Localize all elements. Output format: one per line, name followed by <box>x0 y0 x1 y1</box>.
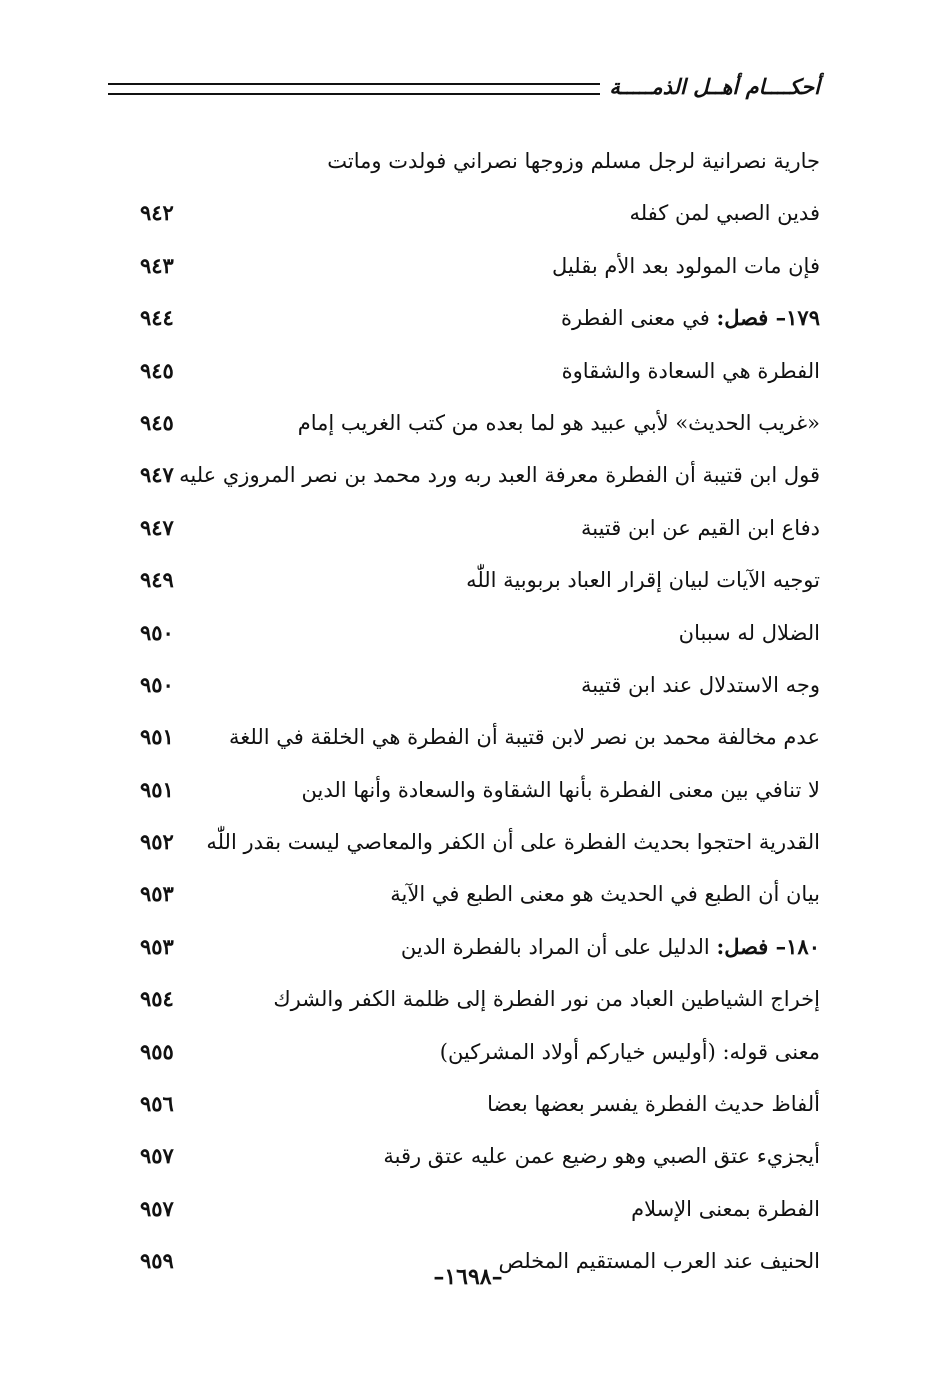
toc-page-number: ٩٥٧ <box>140 1143 174 1169</box>
toc-page-number: ٩٥٣ <box>140 933 174 959</box>
toc-entry-text <box>466 563 820 597</box>
toc-entry-title: توجيه الآيات لبيان إقرار العباد بربوبية اللّٰه <box>466 568 820 593</box>
toc-row <box>120 869 820 921</box>
toc-entry-text <box>401 930 820 964</box>
toc-entry-text <box>390 877 820 911</box>
toc-entry-title: الضلال له سببان <box>678 620 820 645</box>
toc-entry-title: جارية نصرانية لرجل مسلم وزوجها نصراني فولدت وماتت <box>327 149 820 173</box>
toc-row <box>120 555 820 607</box>
toc-page-number: ٩٥٥ <box>140 1038 174 1064</box>
toc-entry-text <box>487 1087 820 1121</box>
toc-entry-text <box>552 249 820 283</box>
toc-entry-text <box>562 354 820 388</box>
header-double-rule <box>108 83 600 95</box>
toc-entry-title: بيان أن الطبع في الحديث هو معنى الطبع في الآية <box>390 882 820 907</box>
toc-row <box>120 136 820 188</box>
toc-entry-text <box>679 616 820 650</box>
toc-page-number: ٩٤٣ <box>140 252 174 278</box>
toc-entry-title: قول ابن قتيبة أن الفطرة معرفة العبد ربه ورد محمد بن نصر المروزي عليه <box>179 463 820 488</box>
table-of-contents <box>120 136 820 1289</box>
toc-entry-title: الحنيف عند العرب المستقيم المخلص <box>498 1249 820 1274</box>
toc-entry-title: وجه الاستدلال عند ابن قتيبة <box>581 672 820 697</box>
toc-entry-text <box>229 720 820 754</box>
toc-entry-text <box>561 301 820 335</box>
toc-entry-title: معنى قوله: (أوليس خياركم أولاد المشركين) <box>439 1039 820 1064</box>
toc-page-number: ٩٤٤ <box>140 305 174 331</box>
toc-row <box>120 503 820 555</box>
toc-row <box>120 712 820 764</box>
toc-entry-text <box>629 196 820 230</box>
toc-entry-text <box>581 668 820 702</box>
toc-entry-text <box>581 511 820 545</box>
toc-row <box>120 1131 820 1183</box>
toc-page-number: ٩٥١ <box>140 724 174 750</box>
toc-entry-text <box>298 406 820 440</box>
toc-page-number: ٩٥٩ <box>140 1248 174 1274</box>
section-number: ١٨٠– فصل: <box>716 933 820 959</box>
toc-row <box>120 1027 820 1079</box>
toc-entry-title: أيجزيء عتق الصبي وهو رضيع عمن عليه عتق رقبة <box>383 1144 820 1169</box>
toc-page-number: ٩٤٥ <box>140 409 174 435</box>
toc-entry-text <box>440 1035 820 1069</box>
toc-page-number: ٩٤٢ <box>140 200 174 226</box>
toc-entry-title: الدليل على أن المراد بالفطرة الدين <box>400 934 717 959</box>
toc-page-number: ٩٥٠ <box>140 619 174 645</box>
toc-entry-title: في معنى الفطرة <box>560 306 717 331</box>
toc-row <box>120 660 820 712</box>
toc-entry-title: «غريب الحديث» لأبي عبيد هو لما بعده من كتب الغريب إمام <box>297 410 820 435</box>
toc-page-number: ٩٥٠ <box>140 671 174 697</box>
toc-entry-text <box>273 982 820 1016</box>
toc-row <box>120 922 820 974</box>
toc-row <box>120 1184 820 1236</box>
running-header <box>108 70 820 104</box>
toc-page-number: ٩٥٧ <box>140 1195 174 1221</box>
toc-entry-title: عدم مخالفة محمد بن نصر لابن قتيبة أن الفطرة هي الخلقة في اللغة <box>229 725 820 750</box>
toc-row <box>120 608 820 660</box>
page-number: –١٦٩٨– <box>433 1264 503 1290</box>
toc-entry-title: فإن مات المولود بعد الأم بقليل <box>552 253 820 278</box>
book-title: أحكــــام أهــل الذمـــــة <box>609 74 820 99</box>
toc-page-number: ٩٤٧ <box>140 514 174 540</box>
toc-entry-title: لا تنافي بين معنى الفطرة بأنها الشقاوة والسعادة وأنها الدين <box>301 777 820 802</box>
toc-page-number: ٩٥٤ <box>140 986 174 1012</box>
toc-entry-title: ألفاظ حديث الفطرة يفسر بعضها بعضا <box>487 1092 820 1117</box>
toc-row <box>120 398 820 450</box>
toc-entry-text <box>179 458 820 492</box>
toc-page-number: ٩٤٥ <box>140 357 174 383</box>
toc-page-number: ٩٥٣ <box>140 881 174 907</box>
toc-row <box>120 765 820 817</box>
section-number: ١٧٩– فصل: <box>716 305 820 331</box>
toc-entry-text <box>301 773 820 807</box>
toc-row <box>120 293 820 345</box>
toc-entry-title: دفاع ابن القيم عن ابن قتيبة <box>580 515 820 540</box>
toc-entry-text <box>327 144 820 178</box>
toc-page-number: ٩٥١ <box>140 776 174 802</box>
toc-page-number: ٩٤٩ <box>140 567 174 593</box>
toc-page-number: ٩٤٧ <box>140 462 174 488</box>
toc-entry-text <box>206 825 820 859</box>
toc-row <box>120 346 820 398</box>
toc-entry-text <box>383 1139 820 1173</box>
toc-page-number: ٩٥٢ <box>140 829 174 855</box>
toc-row <box>120 241 820 293</box>
toc-row <box>120 1079 820 1131</box>
toc-entry-text <box>631 1192 820 1226</box>
toc-entry-title: الفطرة بمعنى الإسلام <box>631 1196 820 1221</box>
toc-entry-title: الفطرة هي السعادة والشقاوة <box>561 358 820 383</box>
toc-row <box>120 974 820 1026</box>
toc-page-number: ٩٥٦ <box>140 1091 174 1117</box>
toc-row <box>120 188 820 240</box>
toc-row <box>120 450 820 502</box>
toc-entry-title: فدين الصبي لمن كفله <box>629 201 820 226</box>
toc-entry-title: إخراج الشياطين العباد من نور الفطرة إلى ظلمة الكفر والشرك <box>273 987 820 1012</box>
toc-entry-title: القدرية احتجوا بحديث الفطرة على أن الكفر والمعاصي ليست بقدر اللّٰه <box>206 830 820 855</box>
toc-row <box>120 817 820 869</box>
